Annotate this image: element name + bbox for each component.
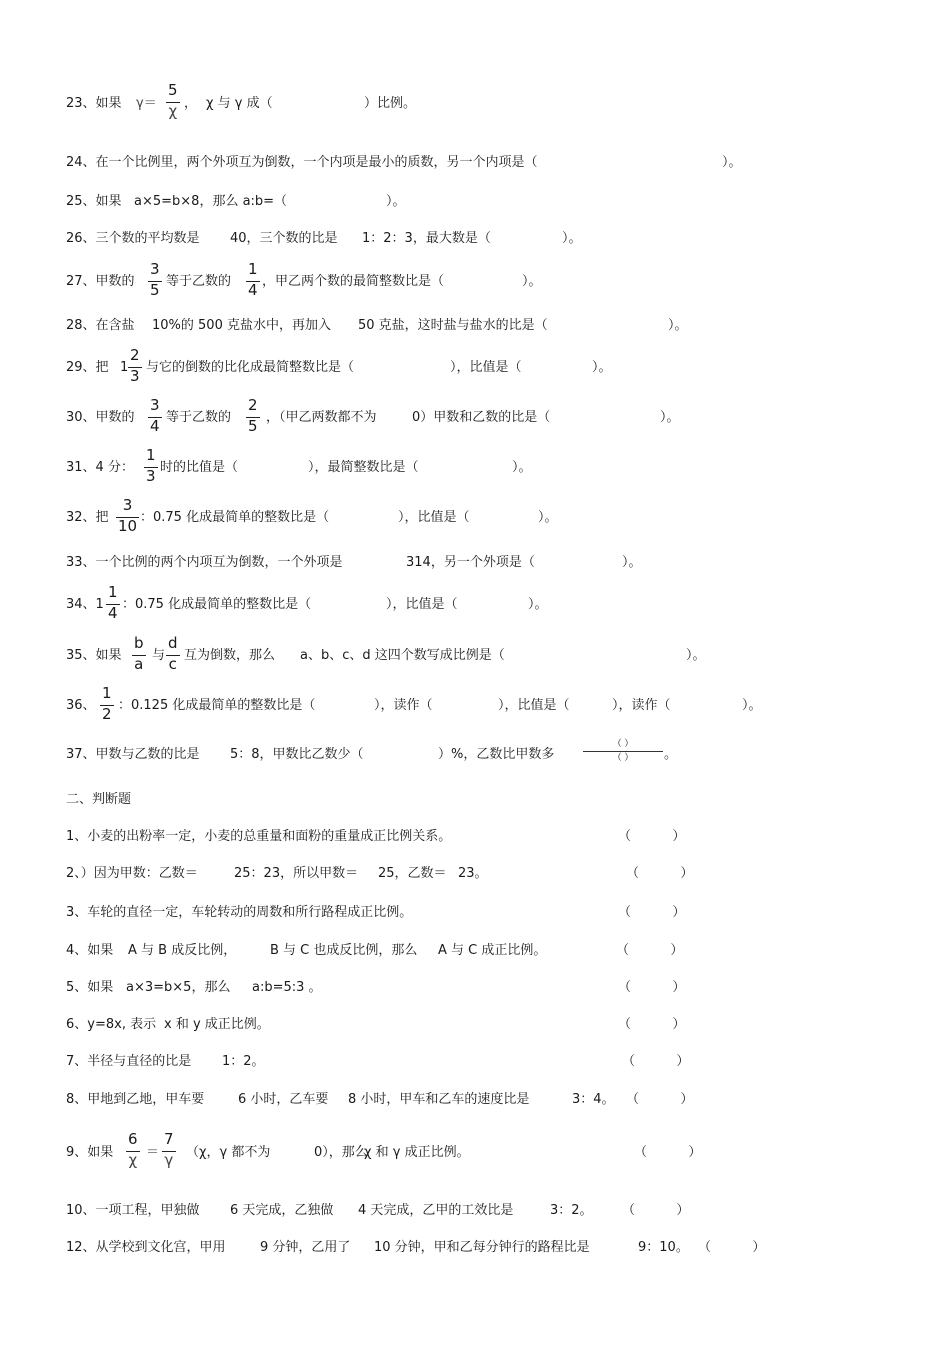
judge-10-parens: （ ） bbox=[622, 1203, 690, 1218]
q30-text-d: 0）甲数和乙数的比是（ bbox=[412, 410, 551, 425]
q33-end: ）。 bbox=[622, 555, 642, 570]
q34-end: ）。 bbox=[528, 597, 548, 612]
q32-end: ）。 bbox=[538, 510, 558, 525]
judge-7-text: 7、半径与直径的比是 bbox=[66, 1054, 192, 1069]
q32-fraction: $\frac{3}{10}$ bbox=[118, 496, 138, 535]
judge-2-parens: （ ） bbox=[626, 866, 694, 881]
q25-end: ）。 bbox=[386, 194, 406, 209]
q31-fraction: $\frac{1}{3}$ bbox=[146, 446, 156, 485]
q36-end: ）。 bbox=[742, 698, 762, 713]
judge-3-parens: （ ） bbox=[618, 905, 686, 920]
judge-4-text: 4、如果 bbox=[66, 943, 114, 958]
q31-text-b: 时的比值是（ bbox=[160, 460, 239, 475]
q30-end: ）。 bbox=[660, 410, 680, 425]
judge-10-text-c: 4 天完成，乙甲的工效比是 bbox=[358, 1203, 514, 1218]
q27-end: ）。 bbox=[522, 274, 542, 289]
judge-9-text-c: 0），那么 bbox=[314, 1145, 368, 1160]
q23-text-b: χ 与 γ 成（ bbox=[206, 96, 273, 111]
q27-text: 27、甲数的 bbox=[66, 274, 135, 289]
judge-7-text-b: 1：2。 bbox=[222, 1054, 265, 1069]
q35-text: 35、如果 bbox=[66, 648, 122, 663]
q37-blank-fraction: （ ） （ ） bbox=[583, 740, 663, 763]
judge-6-parens: （ ） bbox=[618, 1017, 686, 1032]
judge-12-parens: （ ） bbox=[698, 1240, 766, 1255]
q35-text-d: a、b、c、d 这四个数写成比例是（ bbox=[300, 648, 505, 663]
judge-5-text-c: a:b=5:3 。 bbox=[252, 980, 322, 995]
q34-fraction: $\frac{1}{4}$ bbox=[108, 583, 118, 622]
q37-text-c: ）%，乙数比甲数多 bbox=[438, 747, 555, 762]
q35-text-c: 互为倒数，那么 bbox=[184, 648, 276, 663]
q23-comma: ， bbox=[184, 96, 198, 111]
q36-text-b: ：0.125 化成最简单的整数比是（ bbox=[118, 698, 316, 713]
judge-1-text: 1、小麦的出粉率一定，小麦的总重量和面粉的重量成正比例关系。 bbox=[66, 829, 452, 844]
q29-text: 29、把 bbox=[66, 360, 109, 375]
judge-4-parens: （ ） bbox=[616, 943, 684, 958]
judge-10-text: 10、一项工程，甲独做 bbox=[66, 1203, 200, 1218]
judge-9-fraction-2: $\frac{7}{\gamma}$ bbox=[164, 1130, 174, 1169]
q36-text: 36、 bbox=[66, 698, 96, 713]
judge-5-text-b: a×3=b×5，那么 bbox=[126, 980, 231, 995]
q29-text-c: ），比值是（ bbox=[450, 360, 522, 375]
judge-4-text-c: B 与 C 也成反比例，那么 bbox=[270, 943, 418, 958]
judge-1-parens: （ ） bbox=[618, 829, 686, 844]
q26-text-c: 1：2：3，最大数是（ bbox=[362, 231, 491, 246]
q34-text-b: ：0.75 化成最简单的整数比是（ bbox=[122, 597, 312, 612]
q31-text: 31、4 分： bbox=[66, 460, 134, 475]
q33-text-b: 314，另一个外项是（ bbox=[406, 555, 535, 570]
judge-8-text-d: 3：4。 bbox=[572, 1092, 615, 1107]
judge-12-text-d: 9：10。 bbox=[638, 1240, 689, 1255]
judge-10-text-d: 3：2。 bbox=[550, 1203, 593, 1218]
q28-text: 28、在含盐 bbox=[66, 318, 135, 333]
q29-fraction: $\frac{2}{3}$ bbox=[130, 346, 140, 385]
q31-end: ）。 bbox=[512, 460, 532, 475]
q25-text: 25、如果 bbox=[66, 194, 122, 209]
judge-8-parens: （ ） bbox=[626, 1092, 694, 1107]
q23-end: ）比例。 bbox=[364, 96, 417, 111]
q23-gamma-eq: γ＝ bbox=[136, 96, 157, 111]
judge-2-text-d: 23。 bbox=[458, 866, 488, 881]
judge-3-text: 3、车轮的直径一定，车轮转动的周数和所行路程成正比例。 bbox=[66, 905, 413, 920]
q37-text: 37、甲数与乙数的比是 bbox=[66, 747, 200, 762]
judge-4-text-d: A 与 C 成正比例。 bbox=[438, 943, 547, 958]
q35-fraction-1: $\frac{b}{a}$ bbox=[134, 634, 144, 673]
q26-text-b: 40，三个数的比是 bbox=[230, 231, 338, 246]
q30-fraction-1: $\frac{3}{4}$ bbox=[150, 396, 160, 435]
judge-10-text-b: 6 天完成，乙独做 bbox=[230, 1203, 334, 1218]
q27-fraction-2: $\frac{1}{4}$ bbox=[248, 260, 258, 299]
q30-fraction-2: $\frac{2}{5}$ bbox=[248, 396, 258, 435]
judge-6-text: 6、y=8x, 表示 bbox=[66, 1017, 157, 1032]
section-title: 二、判断题 bbox=[66, 792, 132, 807]
judge-5-text: 5、如果 bbox=[66, 980, 114, 995]
judge-9-parens: （ ） bbox=[634, 1145, 702, 1160]
judge-12-text-b: 9 分钟，乙用了 bbox=[260, 1240, 351, 1255]
q23-text: 23、如果 bbox=[66, 96, 122, 111]
q36-text-c: ），读作（ bbox=[374, 698, 433, 713]
q35-end: ）。 bbox=[686, 648, 706, 663]
q25-text-b: a×5=b×8，那么 a:b=（ bbox=[134, 194, 288, 209]
q29-text-b: 与它的倒数的比化成最简整数比是（ bbox=[146, 360, 355, 375]
judge-7-parens: （ ） bbox=[622, 1054, 690, 1069]
judge-9-fraction-1: $\frac{6}{\chi}$ bbox=[128, 1130, 138, 1169]
q30-text-c: ，（甲乙两数都不为 bbox=[266, 410, 377, 425]
q32-text-b: ：0.75 化成最简单的整数比是（ bbox=[140, 510, 330, 525]
judge-12-text: 12、从学校到文化宫，甲用 bbox=[66, 1240, 226, 1255]
q24-text: 24、在一个比例里，两个外项互为倒数，一个内项是最小的质数，另一个内项是（ bbox=[66, 155, 538, 170]
judge-2-text: 2、）因为甲数：乙数＝ bbox=[66, 866, 198, 881]
q36-fraction: $\frac{1}{2}$ bbox=[102, 684, 112, 723]
judge-9-text-d: χ 和 γ 成正比例。 bbox=[364, 1145, 470, 1160]
judge-12-text-c: 10 分钟，甲和乙每分钟行的路程比是 bbox=[374, 1240, 590, 1255]
q26-text: 26、三个数的平均数是 bbox=[66, 231, 200, 246]
q36-text-d: ），比值是（ bbox=[498, 698, 570, 713]
judge-4-text-b: A 与 B 成反比例， bbox=[128, 943, 237, 958]
judge-9-text-b: （χ，γ 都不为 bbox=[186, 1145, 271, 1160]
q24-end: ）。 bbox=[722, 155, 742, 170]
judge-2-text-c: 25，乙数＝ bbox=[378, 866, 447, 881]
judge-9-text: 9、如果 bbox=[66, 1145, 114, 1160]
q29-whole: 1 bbox=[120, 360, 129, 375]
q26-end: ）。 bbox=[562, 231, 582, 246]
q23-fraction: $\frac{5}{\chi}$ bbox=[168, 81, 178, 120]
q32-text-c: ），比值是（ bbox=[398, 510, 470, 525]
judge-8-text-b: 6 小时，乙车要 bbox=[238, 1092, 329, 1107]
judge-6-text-b: x 和 y 成正比例。 bbox=[164, 1017, 270, 1032]
q35-fraction-2: $\frac{d}{c}$ bbox=[168, 634, 178, 673]
q35-text-b: 与 bbox=[152, 648, 166, 663]
q37-end: 。 bbox=[664, 747, 678, 762]
judge-9-equals: ＝ bbox=[146, 1145, 160, 1160]
q34-text-c: ），比值是（ bbox=[386, 597, 458, 612]
q32-text: 32、把 bbox=[66, 510, 109, 525]
q27-fraction-1: $\frac{3}{5}$ bbox=[150, 260, 160, 299]
q33-text: 33、一个比例的两个内项互为倒数，一个外项是 bbox=[66, 555, 343, 570]
q30-text: 30、甲数的 bbox=[66, 410, 135, 425]
q29-end: ）。 bbox=[592, 360, 612, 375]
q34-text: 34、1 bbox=[66, 597, 104, 612]
q27-text-b: 等于乙数的 bbox=[166, 274, 232, 289]
judge-5-parens: （ ） bbox=[618, 980, 686, 995]
q28-text-b: 10%的 500 克盐水中，再加入 bbox=[152, 318, 331, 333]
q28-end: ）。 bbox=[668, 318, 688, 333]
judge-8-text-c: 8 小时，甲车和乙车的速度比是 bbox=[348, 1092, 530, 1107]
q28-text-c: 50 克盐，这时盐与盐水的比是（ bbox=[358, 318, 548, 333]
judge-8-text: 8、甲地到乙地，甲车要 bbox=[66, 1092, 205, 1107]
q27-text-c: ，甲乙两个数的最简整数比是（ bbox=[262, 274, 445, 289]
q31-text-c: ），最简整数比是（ bbox=[308, 460, 419, 475]
q30-text-b: 等于乙数的 bbox=[166, 410, 232, 425]
q36-text-g: ），读作（ bbox=[612, 698, 671, 713]
q37-text-b: 5：8，甲数比乙数少（ bbox=[230, 747, 364, 762]
judge-2-text-b: 25：23，所以甲数＝ bbox=[234, 866, 359, 881]
